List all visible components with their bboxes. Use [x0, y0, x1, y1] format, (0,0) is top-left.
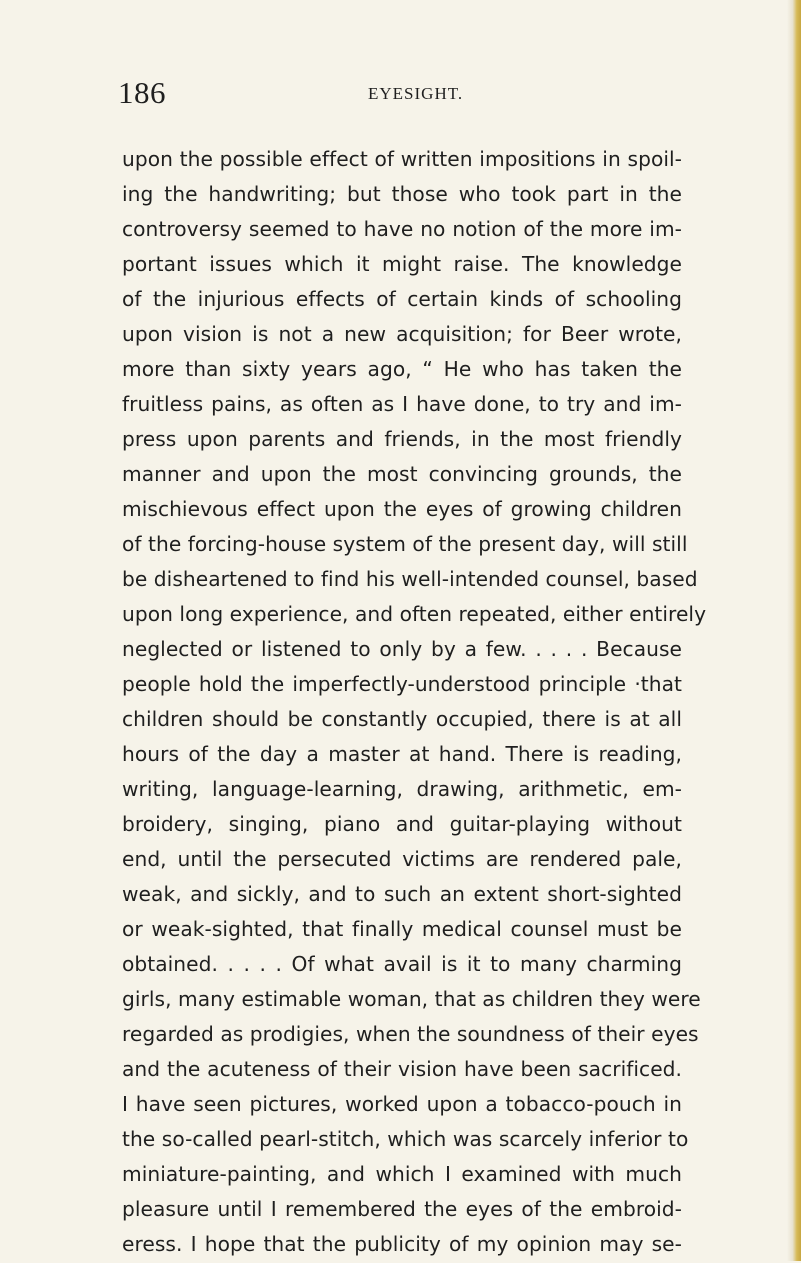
text-line: more than sixty years ago, “ He who has taken the	[122, 357, 682, 382]
body-text	[122, 142, 707, 1263]
text-line: regarded as prodigies, when the soundness of their eyes	[122, 1022, 699, 1047]
text-line: upon the possible effect of written impositions in spoil-	[122, 147, 682, 171]
text-line: controversy seemed to have no notion of the more im-	[122, 217, 682, 242]
text-line: or weak-sighted, that finally medical counsel must be	[122, 917, 682, 942]
text-line: hours of the day a master at hand. There is reading,	[122, 742, 682, 767]
text-line: fruitless pains, as often as I have done, to try and im-	[122, 392, 682, 417]
text-line: neglected or listened to only by a few. . . . . Because	[122, 637, 682, 662]
text-line: I have seen pictures, worked upon a tobacco-pouch in	[122, 1092, 682, 1117]
text-line: of the injurious effects of certain kinds of schooling	[122, 287, 682, 312]
text-line: weak, and sickly, and to such an extent short-sighted	[122, 882, 682, 907]
text-line: end, until the persecuted victims are rendered pale,	[122, 847, 682, 872]
text-line: manner and upon the most convincing grounds, the	[122, 462, 682, 487]
text-line: of the forcing-house system of the present day, will still	[122, 532, 688, 557]
text-line: upon vision is not a new acquisition; for Beer wrote,	[122, 322, 682, 347]
text-line: upon long experience, and often repeated, either entirely	[122, 602, 707, 627]
text-line: ing the handwriting; but those who took part in the	[122, 182, 682, 207]
text-line: children should be constantly occupied, there is at all	[122, 707, 682, 732]
page-number: 186	[118, 75, 166, 110]
text-line: eress. I hope that the publicity of my opinion may se-	[122, 1232, 682, 1257]
text-line: the so-called pearl-stitch, which was scarcely inferior to	[122, 1127, 689, 1152]
text-line: and the acuteness of their vision have been sacrificed.	[122, 1057, 682, 1082]
page-edge-gilt	[787, 0, 801, 1261]
text-line: obtained. . . . . Of what avail is it to many charming	[122, 952, 682, 977]
text-line: pleasure until I remembered the eyes of the embroid-	[122, 1197, 682, 1222]
page-header	[118, 76, 678, 116]
text-line: miniature-painting, and which I examined with much	[122, 1162, 682, 1187]
text-line: people hold the imperfectly-understood principle ·that	[122, 672, 682, 697]
text-line: mischievous effect upon the eyes of growing children	[122, 497, 682, 522]
text-line: press upon parents and friends, in the most friendly	[122, 427, 682, 452]
running-head: EYESIGHT.	[368, 84, 464, 103]
text-line: broidery, singing, piano and guitar-playing without	[122, 812, 682, 837]
text-line: writing, language-learning, drawing, arithmetic, em-	[122, 777, 682, 802]
text-line: be disheartened to find his well-intended counsel, based	[122, 567, 698, 592]
text-line: girls, many estimable woman, that as children they were	[122, 987, 701, 1012]
text-line: portant issues which it might raise. The knowledge	[122, 252, 682, 277]
